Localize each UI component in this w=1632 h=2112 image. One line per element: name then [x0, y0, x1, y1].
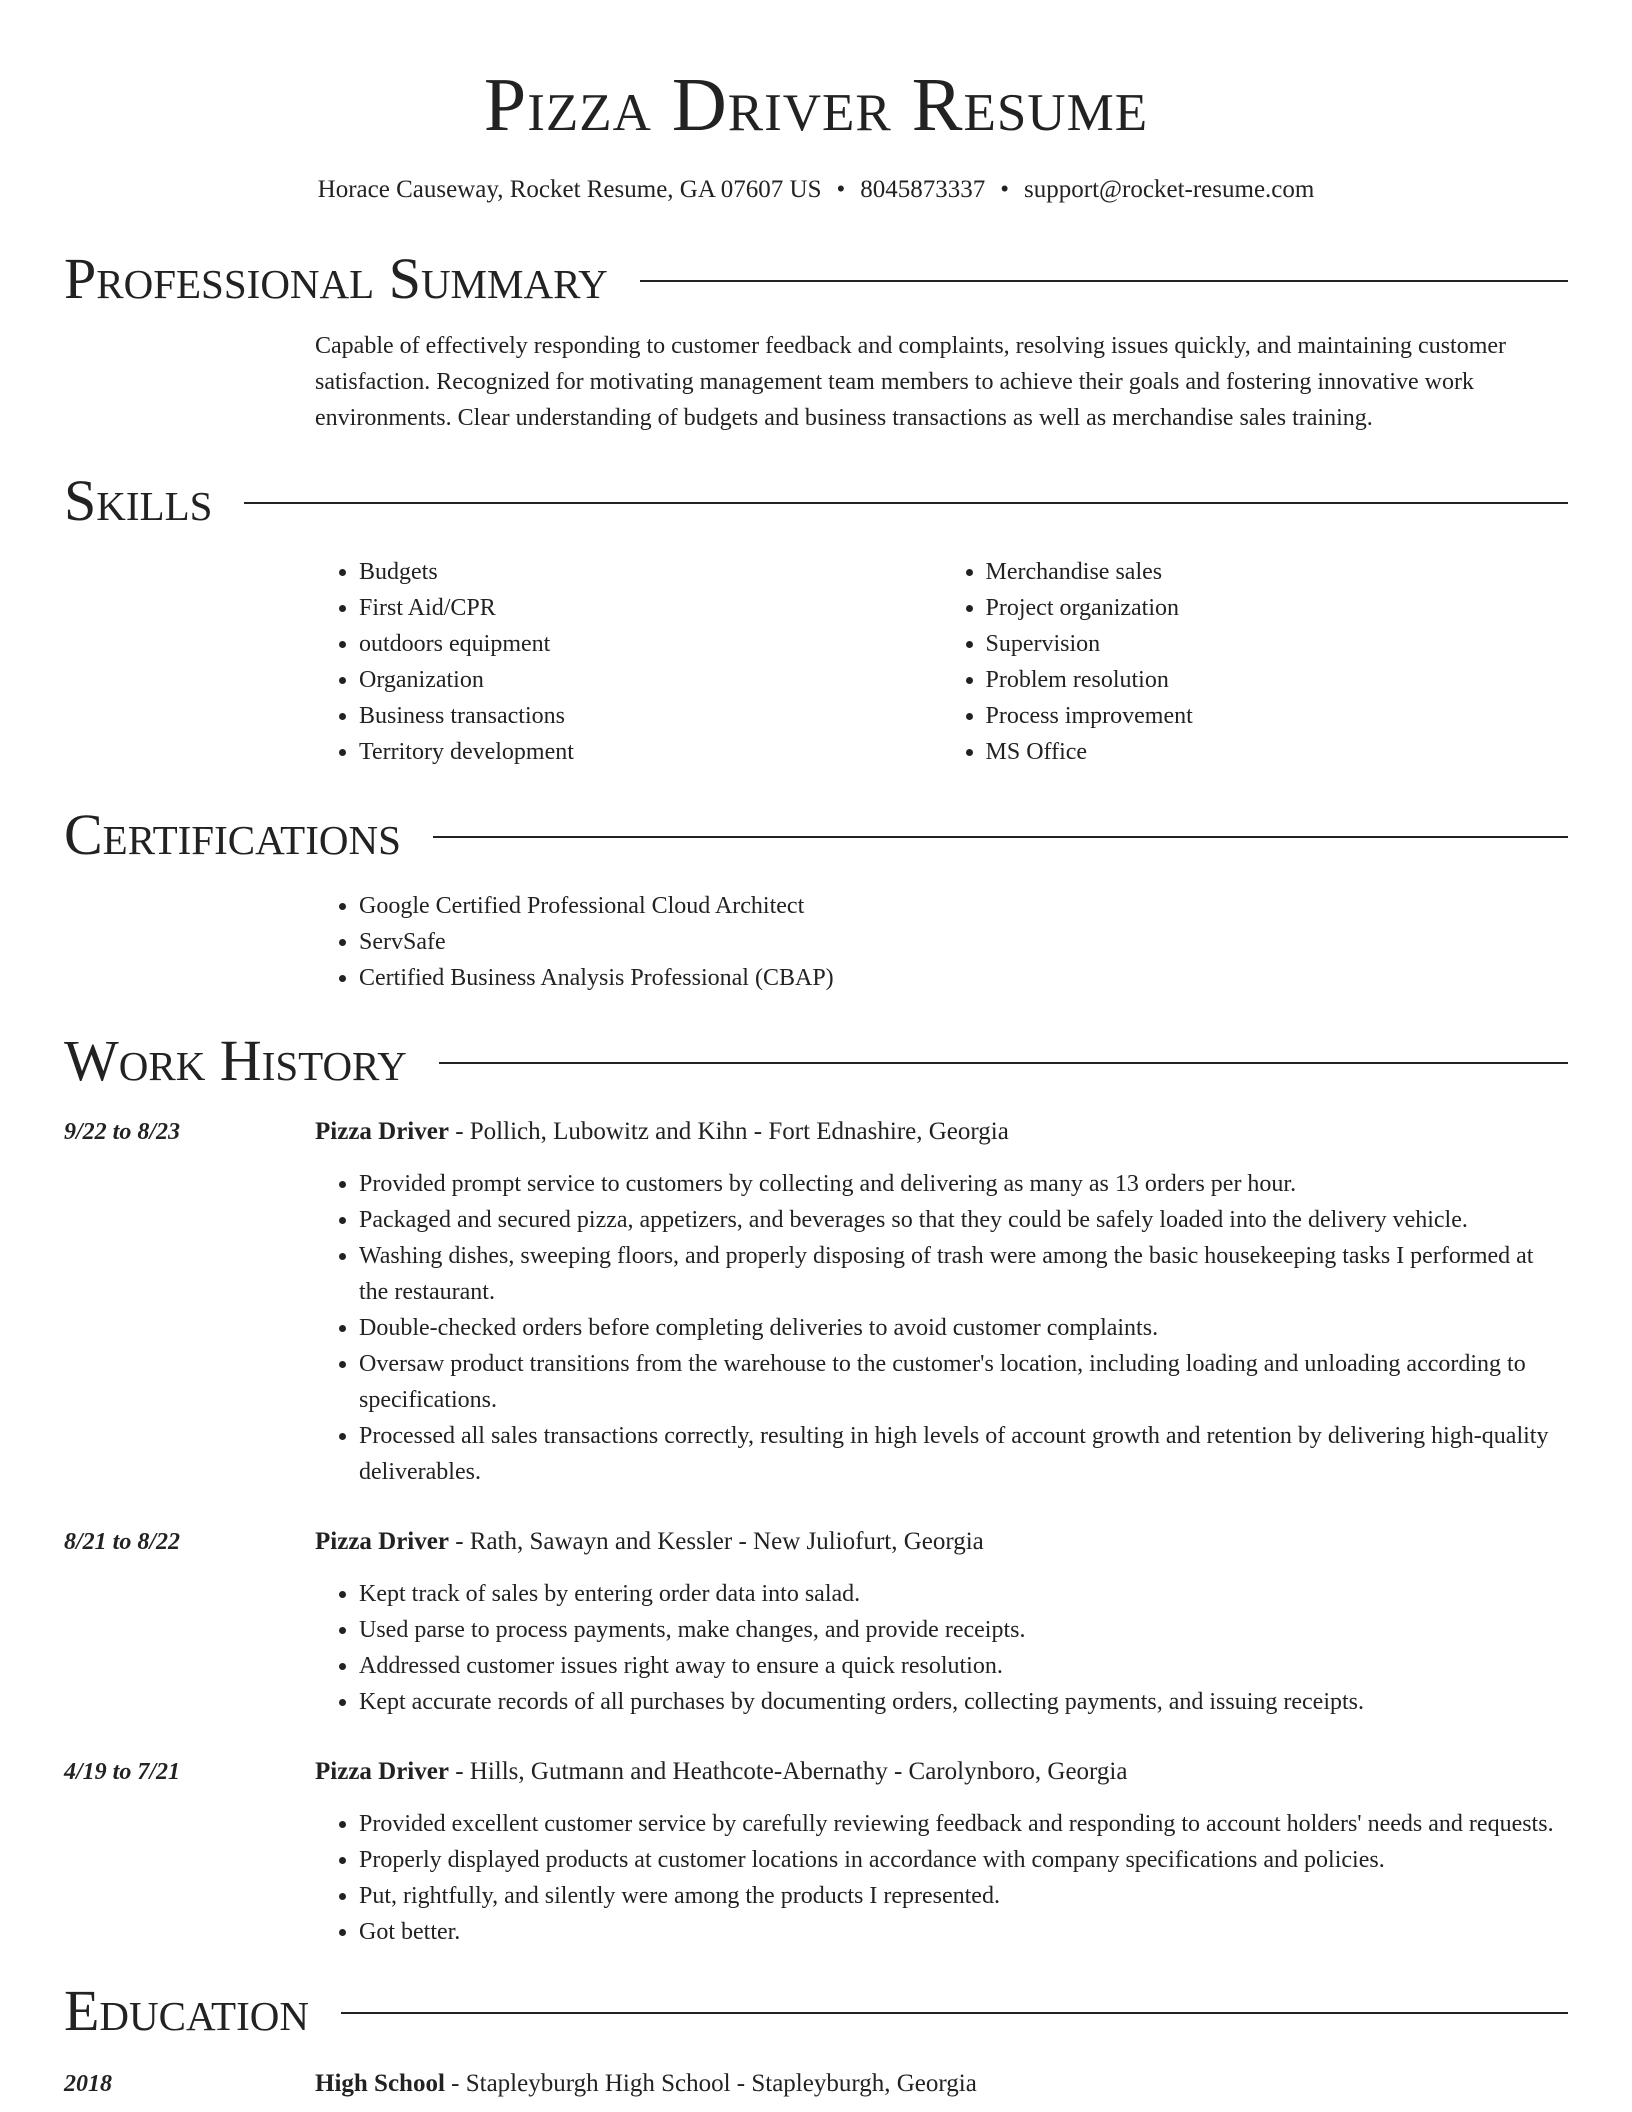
summary-section-header	[64, 244, 1568, 314]
job-bullets	[315, 1576, 1568, 1720]
resume-page	[64, 0, 1568, 2102]
summary-heading: Professional Summary	[64, 246, 608, 311]
job-title: Pizza Driver	[315, 1118, 449, 1145]
job-heading	[315, 1754, 1568, 1790]
skill-item: • Territory development	[359, 734, 942, 770]
job-bullets	[315, 1166, 1568, 1490]
certifications-section-header	[64, 800, 1568, 870]
job-dates: 4/19 to 7/21	[64, 1759, 181, 1785]
job-bullet: • Double-checked orders before completing deliveries to avoid customer complaints.	[359, 1310, 1568, 1346]
summary-text: Capable of effectively responding to customer feedback and complaints, resolving issues quickly, and maintaining customer satisfaction. Recognized for motivating management team members to achieve their goals and fostering innovative work environments. Clear understanding of budgets and business transactions as well as merchandise sales training.	[315, 333, 1507, 431]
skill-item: • Process improvement	[986, 698, 1569, 734]
section-divider	[244, 502, 1568, 504]
job-bullet: • Provided prompt service to customers by collecting and delivering as many as 13 orders per hour.	[359, 1166, 1568, 1202]
job-entry	[64, 1524, 1568, 1720]
skill-item: • Business transactions	[359, 698, 942, 734]
section-divider	[341, 2012, 1568, 2014]
skill-item: • Supervision	[986, 626, 1569, 662]
job-bullet: • Kept track of sales by entering order data into salad.	[359, 1576, 1568, 1612]
job-bullet: • Addressed customer issues right away to ensure a quick resolution.	[359, 1648, 1568, 1684]
job-title: Pizza Driver	[315, 1528, 449, 1555]
contact-address: Horace Causeway, Rocket Resume, GA 07607 US	[317, 176, 822, 203]
certifications-heading: Certifications	[64, 802, 401, 867]
skill-item: • Budgets	[359, 554, 942, 590]
job-entry	[64, 1754, 1568, 1950]
job-bullet: • Used parse to process payments, make changes, and provide receipts.	[359, 1612, 1568, 1648]
work-heading: Work History	[64, 1028, 407, 1093]
job-title: Pizza Driver	[315, 1758, 449, 1785]
skill-item: • Project organization	[986, 590, 1569, 626]
skills-heading: Skills	[64, 468, 213, 533]
page-title: Pizza Driver Resume	[483, 63, 1149, 147]
job-bullet: • Got better.	[359, 1914, 1568, 1950]
job-employer: - Hills, Gutmann and Heathcote-Abernathy - Carolynboro, Georgia	[448, 1758, 1128, 1785]
education-dates: 2018	[64, 2071, 112, 2097]
job-employer: - Pollich, Lubowitz and Kihn - Fort Ednashire, Georgia	[448, 1118, 1009, 1145]
skill-item: • MS Office	[986, 734, 1569, 770]
job-employer: - Rath, Sawayn and Kessler - New Juliofurt, Georgia	[448, 1528, 984, 1555]
section-divider	[433, 836, 1568, 838]
contact-separator: •	[1000, 176, 1010, 203]
skill-item: • outdoors equipment	[359, 626, 942, 662]
education-entry	[64, 2066, 1568, 2102]
certification-item: • Certified Business Analysis Professional (CBAP)	[359, 960, 1568, 996]
job-bullet: • Oversaw product transitions from the warehouse to the customer's location, including loading and unloading according to specifications.	[359, 1346, 1568, 1418]
education-heading-line	[315, 2066, 977, 2102]
skill-item: • Merchandise sales	[986, 554, 1569, 590]
skill-item: • First Aid/CPR	[359, 590, 942, 626]
job-heading	[315, 1114, 1568, 1150]
certifications-list	[315, 888, 1568, 996]
skills-list	[315, 554, 1568, 770]
certification-item: • ServSafe	[359, 924, 1568, 960]
job-bullet: • Properly displayed products at customer locations in accordance with company specifications and policies.	[359, 1842, 1568, 1878]
job-dates: 9/22 to 8/23	[64, 1119, 181, 1145]
contact-phone: 8045873337	[860, 176, 986, 203]
work-section-header	[64, 1026, 1568, 1096]
skills-column-left	[315, 554, 942, 770]
skill-item: • Problem resolution	[986, 662, 1569, 698]
education-section-header	[64, 1976, 1568, 2046]
skill-item: • Organization	[359, 662, 942, 698]
contact-email[interactable]: support@rocket-resume.com	[1024, 176, 1315, 203]
job-bullets	[315, 1806, 1568, 1950]
skills-section-header	[64, 466, 1568, 536]
job-dates: 8/21 to 8/22	[64, 1529, 181, 1555]
job-entry	[64, 1114, 1568, 1490]
job-bullet: • Washing dishes, sweeping floors, and properly disposing of trash were among the basic housekeeping tasks I performed at the restaurant.	[359, 1238, 1568, 1310]
job-bullet: • Kept accurate records of all purchases by documenting orders, collecting payments, and issuing receipts.	[359, 1684, 1568, 1720]
skills-column-right	[942, 554, 1569, 770]
job-bullet: • Provided excellent customer service by carefully reviewing feedback and responding to account holders' needs and requests.	[359, 1806, 1568, 1842]
section-divider	[640, 280, 1568, 282]
education-heading: Education	[64, 1978, 309, 2043]
certification-item: • Google Certified Professional Cloud Architect	[359, 888, 1568, 924]
job-bullet: • Processed all sales transactions correctly, resulting in high levels of account growth and retention by delivering high-quality deliverables.	[359, 1418, 1568, 1490]
education-school: - Stapleyburgh High School - Stapleyburgh, Georgia	[444, 2070, 977, 2097]
section-divider	[439, 1062, 1568, 1064]
job-heading	[315, 1524, 1568, 1560]
job-bullet: • Put, rightfully, and silently were among the products I represented.	[359, 1878, 1568, 1914]
education-degree: High School	[315, 2070, 445, 2097]
contact-line	[64, 172, 1568, 208]
contact-separator: •	[836, 176, 846, 203]
job-bullet: • Packaged and secured pizza, appetizers, and beverages so that they could be safely loaded into the delivery vehicle.	[359, 1202, 1568, 1238]
